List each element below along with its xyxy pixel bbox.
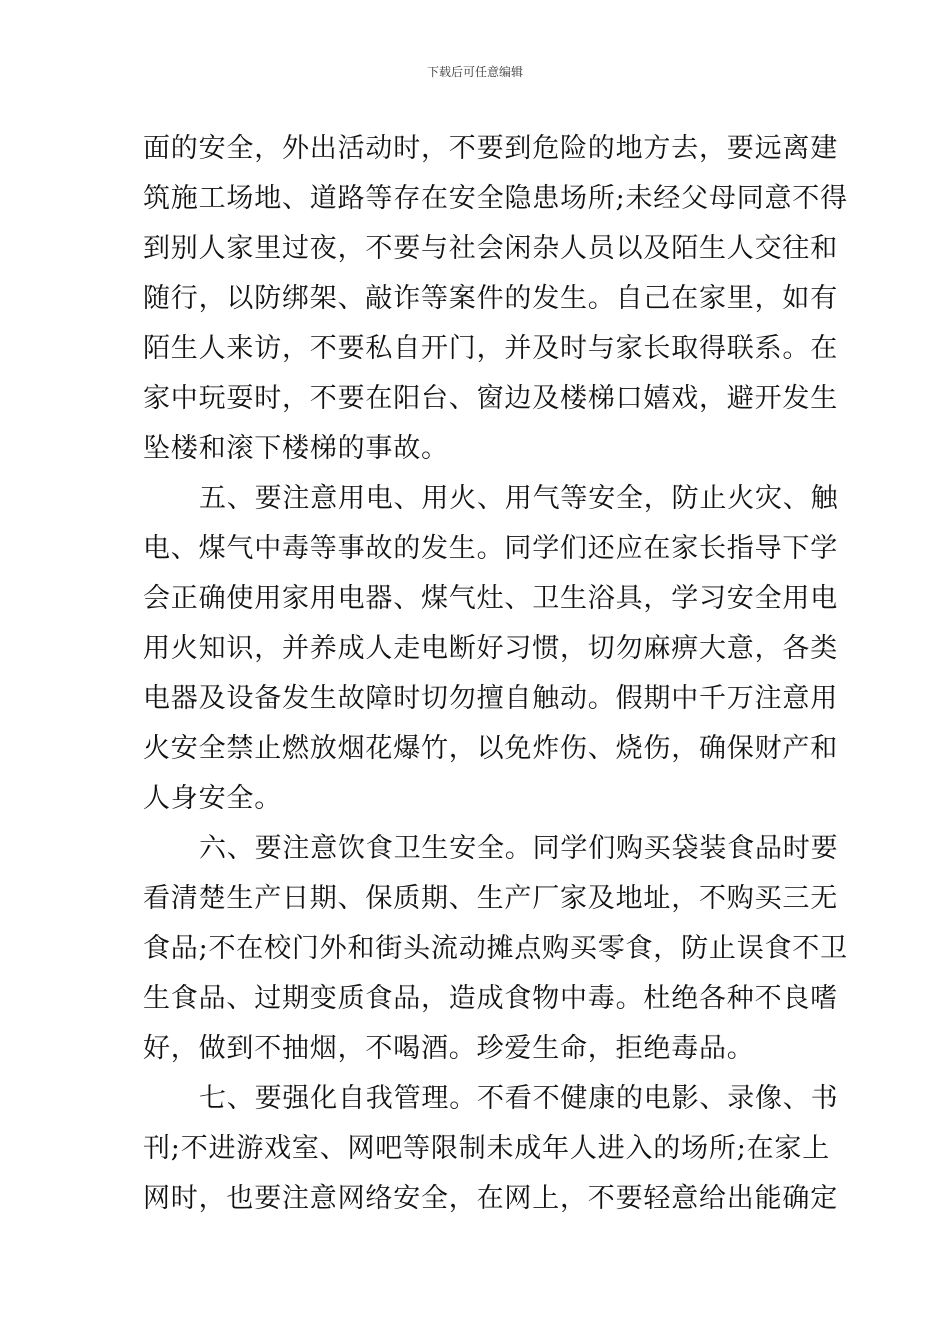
text-line: 面的安全，外出活动时，不要到危险的地方去，要远离建: [143, 133, 838, 164]
text-line: 看清楚生产日期、保质期、生产厂家及地址，不购买三无: [143, 883, 838, 914]
text-line: 坠楼和滚下楼梯的事故。: [143, 433, 449, 464]
document-body: [143, 124, 848, 1224]
paragraph-seven-first-line: 七、要强化自我管理。不看不健康的电影、录像、书: [199, 1083, 839, 1114]
text-line: 电、煤气中毒等事故的发生。同学们还应在家长指导下学: [143, 533, 838, 564]
text-line: 刊;不进游戏室、网吧等限制未成年人进入的场所;在家上: [143, 1133, 830, 1164]
text-line: 生食品、过期变质食品，造成食物中毒。杜绝各种不良嗜: [143, 983, 838, 1014]
text-line: 陌生人来访，不要私自开门，并及时与家长取得联系。在: [143, 333, 838, 364]
text-line: 好，做到不抽烟，不喝酒。珍爱生命，拒绝毒品。: [143, 1033, 755, 1064]
page-header: 下载后可任意编辑: [426, 65, 523, 79]
paragraph-six-first-line: 六、要注意饮食卫生安全。同学们购买袋装食品时要: [199, 833, 839, 864]
text-line: 用火知识，并养成人走电断好习惯，切勿麻痹大意，各类: [143, 633, 838, 664]
text-line: 筑施工场地、道路等存在安全隐患场所;未经父母同意不得: [143, 183, 848, 214]
text-line: 到别人家里过夜，不要与社会闲杂人员以及陌生人交往和: [143, 233, 838, 264]
text-line: 火安全禁止燃放烟花爆竹，以免炸伤、烧伤，确保财产和: [143, 733, 838, 764]
text-line: 会正确使用家用电器、煤气灶、卫生浴具，学习安全用电: [143, 583, 838, 614]
text-line: 网时，也要注意网络安全，在网上，不要轻意给出能确定: [143, 1183, 838, 1214]
text-line: 食品;不在校门外和街头流动摊点购买零食，防止误食不卫: [143, 933, 848, 964]
paragraph-five-first-line: 五、要注意用电、用火、用气等安全，防止火灾、触: [199, 483, 839, 514]
text-line: 人身安全。: [143, 783, 282, 814]
text-line: 随行，以防绑架、敲诈等案件的发生。自己在家里，如有: [143, 283, 838, 314]
text-line: 电器及设备发生故障时切勿擅自触动。假期中千万注意用: [143, 683, 838, 714]
text-line: 家中玩耍时，不要在阳台、窗边及楼梯口嬉戏，避开发生: [143, 383, 838, 414]
